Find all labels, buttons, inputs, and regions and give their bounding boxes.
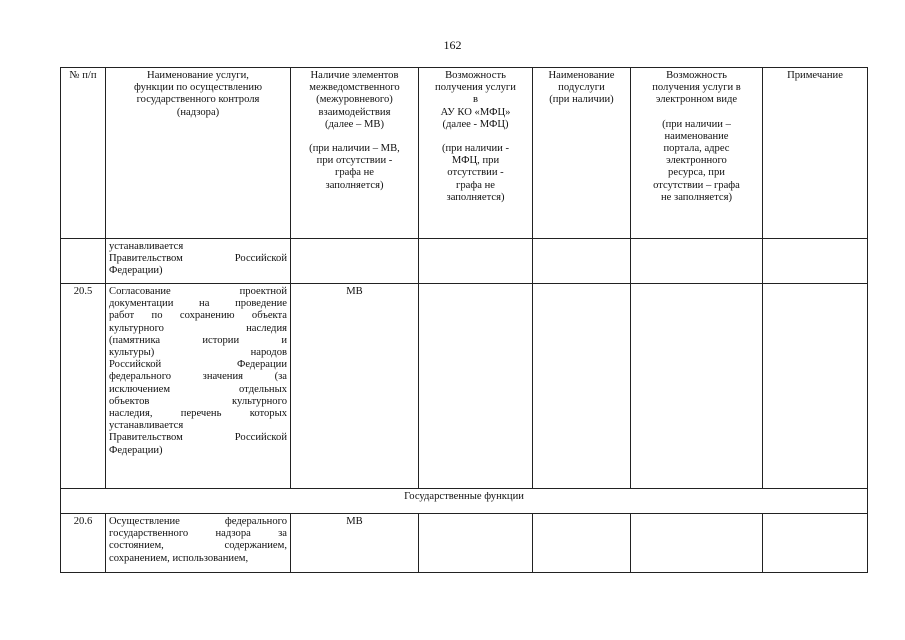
cell-note (763, 239, 868, 284)
cell-service-name (106, 514, 291, 573)
header-line: получения услуги (435, 82, 516, 94)
service-name-line: (памятника истории и (109, 334, 287, 346)
section-title: Государственные функции (61, 489, 868, 514)
header-line: (надзора) (176, 106, 220, 118)
header-mv (291, 68, 419, 239)
cell-electronic (631, 284, 763, 489)
service-name-line: Федерации) (109, 265, 163, 277)
header-num (61, 68, 106, 239)
table-row-20-5 (61, 284, 868, 489)
header-line: при отсутствии - (316, 155, 393, 167)
header-line: отсутствии – графа (653, 179, 740, 191)
table-row-20-6 (61, 514, 868, 573)
header-line: портала, адрес (663, 143, 730, 155)
header-electronic (631, 68, 763, 239)
service-name-line: работ по сохранению объекта (109, 310, 287, 322)
header-line: заполняется) (325, 179, 384, 191)
header-line: № п/п (69, 70, 97, 81)
service-name-line: сохранением, использованием, (109, 552, 249, 564)
page-number: 162 (443, 38, 462, 52)
header-line: Наличие элементов (310, 70, 399, 81)
header-line: наименование (664, 130, 729, 142)
cell-num: 20.5 (61, 284, 106, 489)
cell-electronic (631, 514, 763, 573)
header-line: графа не (335, 167, 374, 179)
cell-subservice (533, 514, 631, 573)
cell-num: 20.6 (61, 514, 106, 573)
header-line: Примечание (787, 70, 843, 81)
header-line: Наименование услуги, (147, 70, 249, 81)
header-line: (межуровневого) (316, 94, 393, 106)
service-name-line: Российской Федерации (109, 359, 287, 371)
cell-mv (291, 239, 419, 284)
cell-electronic (631, 239, 763, 284)
services-table (60, 67, 868, 573)
cell-mv: МВ (291, 284, 419, 489)
cell-mv: МВ (291, 514, 419, 573)
header-line: не заполняется) (661, 191, 732, 203)
header-line: (при наличии) (549, 94, 614, 106)
cell-service-name (106, 284, 291, 489)
header-line: функции по осуществлению (134, 82, 262, 94)
header-line: межведомственного (309, 82, 400, 94)
service-name-line: устанавливается (109, 420, 184, 432)
header-line: государственного контроля (136, 94, 260, 106)
table-header-row (61, 68, 868, 239)
cell-note (763, 514, 868, 573)
service-name-line: Федерации) (109, 444, 163, 456)
cell-service-name (106, 239, 291, 284)
header-line: (далее - МФЦ) (442, 118, 509, 130)
header-line: Возможность (445, 70, 506, 81)
service-name-line: федерального значения (за (109, 371, 287, 383)
service-name-line: Согласование проектной (109, 286, 287, 297)
header-line: подуслуги (558, 82, 605, 94)
header-name (106, 68, 291, 239)
header-line: МФЦ, при (451, 155, 500, 167)
header-line: Наименование (548, 70, 615, 81)
header-line: электронного (666, 155, 727, 167)
header-note (763, 68, 868, 239)
header-line: (при наличии – (662, 118, 731, 130)
service-name-line: культурного наследия (109, 322, 287, 334)
service-name-line: объектов культурного (109, 395, 287, 407)
header-line: Возможность (666, 70, 727, 81)
header-mfc (419, 68, 533, 239)
header-line: (при наличии - (441, 143, 510, 155)
service-name-line: наследия, перечень которых (109, 408, 287, 420)
table-row-continuation (61, 239, 868, 284)
cell-note (763, 284, 868, 489)
header-line: получения услуги в (652, 82, 741, 94)
header-line: взаимодействия (318, 106, 391, 118)
service-name-line: исключением отдельных (109, 383, 287, 395)
header-gap (634, 107, 759, 119)
cell-subservice (533, 284, 631, 489)
service-name-line: государственного надзора за (109, 528, 287, 540)
header-gap (294, 131, 415, 143)
header-line: заполняется) (446, 191, 505, 203)
header-line: АУ КО «МФЦ» (440, 106, 511, 118)
header-subservice (533, 68, 631, 239)
service-name-line: культуры) народов (109, 347, 287, 359)
cell-mfc (419, 514, 533, 573)
service-name-line: Правительством Российской (109, 432, 287, 444)
header-line: электронном виде (655, 94, 738, 106)
header-line: ресурса, при (668, 167, 725, 179)
service-name-line: Осуществление федерального (109, 516, 287, 527)
service-name-line: устанавливается (109, 241, 184, 252)
service-name-line: состоянием, содержанием, (109, 540, 287, 552)
service-name-line: Правительством Российской (109, 253, 287, 265)
table-section-row (61, 489, 868, 514)
header-line: отсутствии - (447, 167, 504, 179)
header-line: в (472, 94, 478, 106)
header-gap (422, 131, 529, 143)
cell-num (61, 239, 106, 284)
cell-subservice (533, 239, 631, 284)
cell-mfc (419, 239, 533, 284)
header-line: (при наличии – МВ, (309, 143, 400, 155)
header-line: графа не (456, 179, 495, 191)
header-line: (далее – МВ) (324, 118, 384, 130)
service-name-line: документации на проведение (109, 298, 287, 310)
cell-mfc (419, 284, 533, 489)
